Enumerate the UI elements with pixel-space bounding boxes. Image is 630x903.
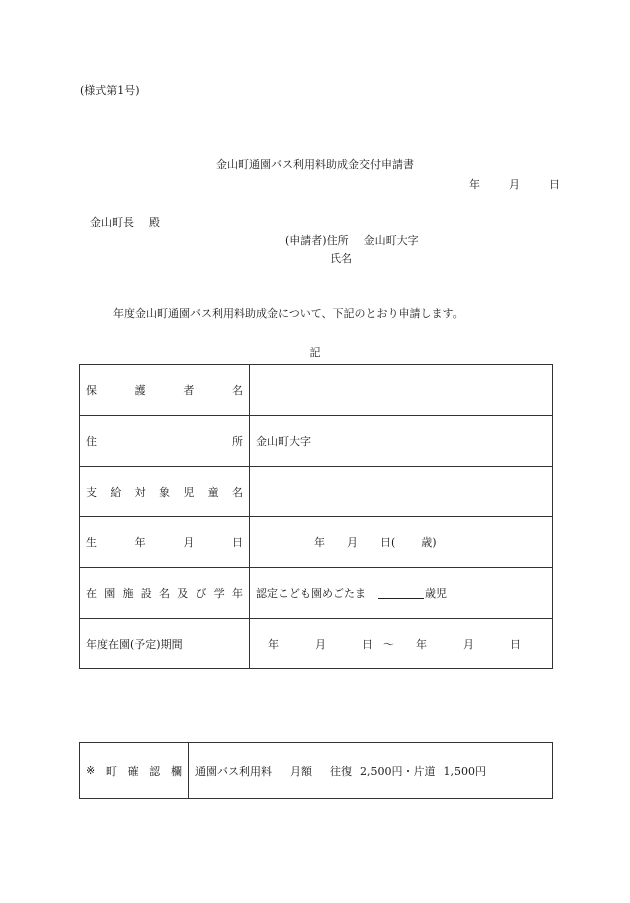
recipient — [90, 214, 160, 230]
period-year-start: 年 — [268, 637, 279, 651]
label-char: 設 — [140, 587, 152, 600]
table-row-period — [80, 619, 553, 669]
table-row-address — [80, 416, 553, 467]
fee-monthly: 月額 — [290, 764, 312, 778]
applicant-address — [285, 232, 419, 248]
confirmation-table — [79, 742, 553, 799]
fee-round-label: 往復 — [330, 764, 352, 778]
school-grade-suffix: 歳児 — [425, 587, 447, 600]
fee-one-way-amount: 1,500円 — [443, 764, 486, 778]
label-char: 対 — [134, 485, 146, 499]
period-separator: ～ — [383, 637, 394, 651]
label-char: 保 — [86, 384, 97, 397]
label-char: 生 — [86, 536, 97, 549]
period-year-end: 年 — [416, 637, 427, 651]
date-year: 年 — [469, 178, 480, 191]
label-char: び — [195, 587, 207, 600]
label-address — [80, 416, 250, 467]
birth-month: 月 — [347, 536, 358, 549]
label-char: 名 — [159, 587, 170, 600]
intro-text: 年度金山町通園バス利用料助成金について、下記のとおり申請します。 — [113, 307, 464, 320]
label-char: 町 — [105, 764, 117, 778]
form-number: (様式第1号) — [80, 84, 140, 97]
date-line — [469, 176, 560, 192]
application-table — [79, 364, 553, 669]
date-month: 月 — [509, 178, 520, 191]
label-period — [80, 619, 250, 669]
table-row-guardian — [80, 365, 553, 416]
period-day-start: 日 — [362, 637, 373, 651]
label-char: 年 — [232, 587, 243, 600]
label-char: 者 — [183, 384, 195, 397]
label-char: 学 — [213, 587, 225, 600]
birth-year: 年 — [314, 536, 325, 549]
period-day-end: 日 — [510, 637, 521, 651]
label-child-name — [80, 467, 250, 517]
period-month-start: 月 — [315, 637, 326, 651]
guardian-name-field[interactable] — [250, 365, 553, 416]
label-char: 認 — [149, 764, 161, 778]
ki-text: 記 — [309, 346, 321, 359]
recipient-honorific: 殿 — [149, 216, 160, 229]
fee-separator: ・片道 — [402, 764, 436, 778]
period-label-text: 年度在園(予定)期間 — [86, 637, 183, 651]
label-town-confirmation — [80, 743, 189, 799]
label-char: 施 — [122, 587, 134, 600]
grade-blank-line[interactable] — [378, 588, 424, 599]
birthdate-field[interactable] — [250, 517, 553, 568]
label-char: 月 — [183, 536, 195, 549]
label-char: 年 — [134, 536, 146, 549]
fee-label: 通園バス利用料 — [195, 764, 272, 778]
label-char: 所 — [232, 435, 243, 448]
fee-round-amount: 2,500円 — [360, 764, 403, 778]
birth-age: 歳) — [421, 536, 437, 549]
table-row-school — [80, 568, 553, 619]
recipient-name: 金山町長 — [90, 216, 134, 229]
label-char: 護 — [134, 384, 146, 397]
table-row-child — [80, 467, 553, 517]
label-char: 給 — [110, 485, 122, 499]
label-char: 象 — [158, 485, 170, 499]
label-char: 支 — [86, 485, 97, 499]
applicant-label: (申請者)住所 — [285, 234, 349, 247]
label-char: 童 — [207, 485, 219, 499]
label-char: 日 — [231, 536, 243, 549]
address-field[interactable]: 金山町大字 — [250, 416, 553, 467]
label-char: 及 — [177, 587, 189, 600]
label-char: ※ — [86, 764, 96, 777]
label-char: 園 — [104, 587, 116, 600]
label-char: 欄 — [170, 764, 182, 778]
label-char: 名 — [231, 485, 243, 499]
applicant-address-value: 金山町大字 — [363, 234, 419, 247]
school-field[interactable] — [250, 568, 553, 619]
confirmation-row — [80, 743, 553, 799]
applicant-name-label: 氏名 — [330, 252, 352, 265]
label-guardian-name — [80, 365, 250, 416]
label-char: 在 — [86, 587, 97, 600]
school-name: 認定こども園めごたま — [256, 587, 366, 600]
label-char: 住 — [86, 435, 97, 448]
document-title — [0, 156, 630, 172]
fee-info — [189, 743, 553, 799]
table-row-birthdate — [80, 517, 553, 568]
label-char: 確 — [127, 764, 139, 778]
ki-heading — [0, 344, 630, 360]
label-school — [80, 568, 250, 619]
date-day: 日 — [549, 178, 560, 191]
label-birthdate — [80, 517, 250, 568]
title-text: 金山町通園バス利用料助成金交付申請書 — [216, 158, 414, 171]
label-char: 名 — [231, 384, 243, 397]
label-char: 児 — [183, 485, 195, 499]
period-field[interactable] — [250, 619, 553, 669]
child-name-field[interactable] — [250, 467, 553, 517]
period-month-end: 月 — [463, 637, 474, 651]
birth-day: 日( — [380, 536, 396, 549]
